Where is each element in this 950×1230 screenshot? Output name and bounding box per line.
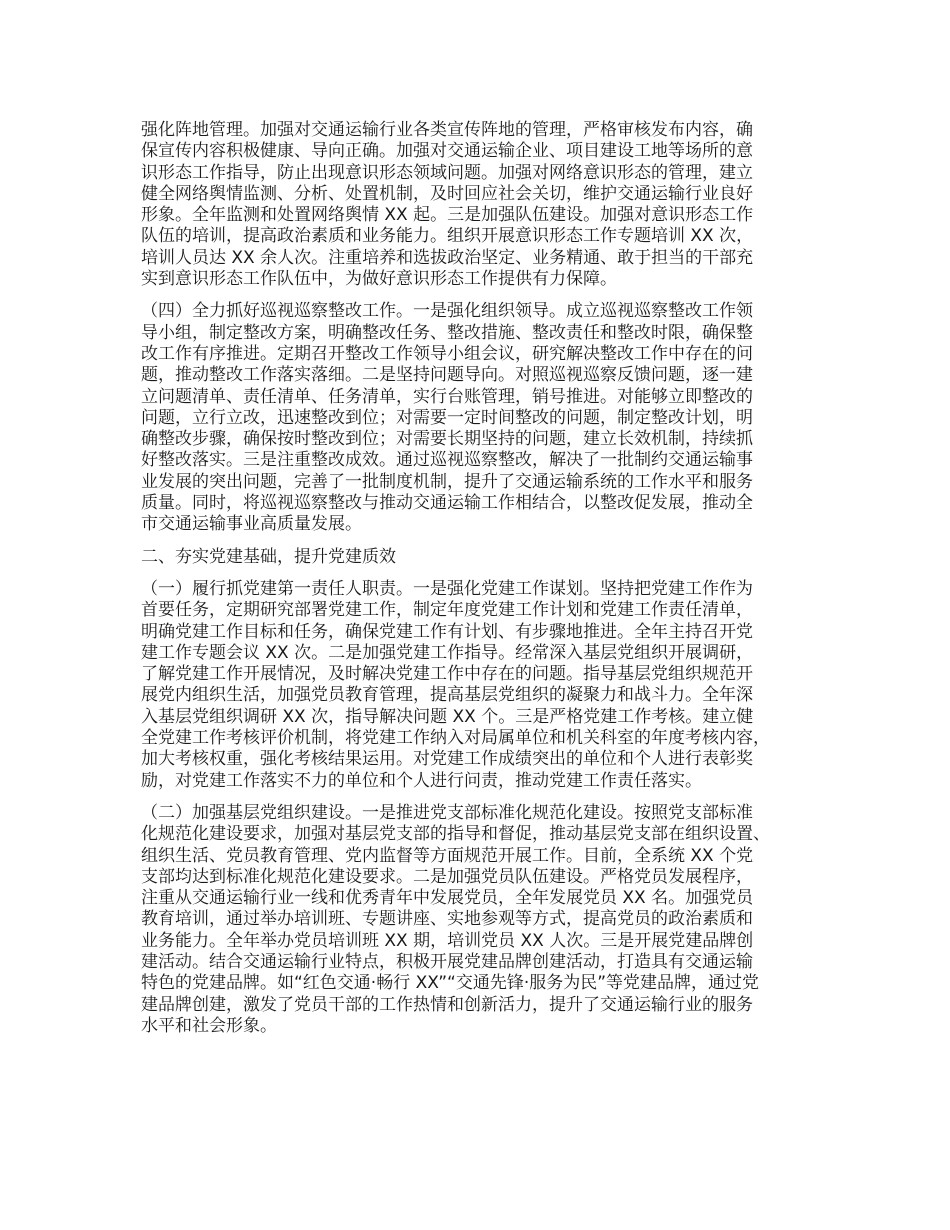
text-line: 题，推动整改工作落实落细。二是坚持问题导向。对照巡视巡察反馈问题，逐一建: [141, 365, 753, 386]
text-line: 确整改步骤，确保按时整改到位；对需要长期坚持的问题，建立长效机制，持续抓: [141, 429, 753, 450]
text-line: 导小组，制定整改方案，明确整改任务、整改措施、整改责任和整改时限，确保整: [141, 322, 753, 343]
text-line: 业务能力。全年举办党员培训班 XX 期，培训党员 XX 人次。三是开展党建品牌创: [141, 930, 754, 951]
text-line: 改工作有序推进。定期召开整改工作领导小组会议，研究解决整改工作中存在的问: [141, 343, 753, 364]
text-line: 市交通运输事业高质量发展。: [141, 514, 362, 535]
text-line: 教育培训，通过举办培训班、专题讲座、实地参观等方式，提高党员的政治素质和: [141, 909, 753, 930]
text-line: 明确党建工作目标和任务，确保党建工作有计划、有步骤地推进。全年主持召开党: [141, 621, 753, 642]
text-line: 水平和社会形象。: [141, 1015, 277, 1036]
text-line: 实到意识形态工作队伍中，为做好意识形态工作提供有力保障。: [141, 269, 617, 290]
text-line: 质量。同时，将巡视巡察整改与推动交通运输工作相结合，以整改促发展，推动全: [141, 493, 753, 514]
text-line: 问题，立行立改，迅速整改到位；对需要一定时间整改的问题，制定整改计划，明: [141, 407, 753, 428]
body-paragraph: [141, 120, 831, 290]
text-line: 保宣传内容积极健康、导向正确。加强对交通运输企业、项目建设工地等场所的意: [141, 141, 753, 162]
text-line: 首要任务，定期研究部署党建工作，制定年度党建工作计划和党建工作责任清单，: [141, 600, 753, 621]
text-line: 励，对党建工作落实不力的单位和个人进行问责，推动党建工作责任落实。: [141, 770, 702, 791]
text-line: 培训人员达 XX 余人次。注重培养和选拔政治坚定、业务精通、敢于担当的干部充: [141, 247, 754, 268]
text-line: 化规范化建设要求，加强对基层党支部的指导和督促，推动基层党支部在组织设置、: [141, 824, 770, 845]
text-line: （四）全力抓好巡视巡察整改工作。一是强化组织领导。成立巡视巡察整改工作领: [141, 301, 753, 322]
text-line: 组织生活、党员教育管理、党内监督等方面规范开展工作。目前，全系统 XX 个党: [141, 845, 754, 866]
document-page: [141, 120, 831, 1048]
text-line: 支部均达到标准化规范化建设要求。二是加强党员队伍建设。严格党员发展程序，: [141, 866, 753, 887]
text-line: 队伍的培训，提高政治素质和业务能力。组织开展意识形态工作专题培训 XX 次，: [141, 226, 754, 247]
text-line: 加大考核权重，强化考核结果运用。对党建工作成绩突出的单位和个人进行表彰奖: [141, 749, 753, 770]
body-paragraph: [141, 579, 831, 792]
text-line: 形象。全年监测和处置网络舆情 XX 起。三是加强队伍建设。加强对意识形态工作: [141, 205, 754, 226]
text-line: 入基层党组织调研 XX 次，指导解决问题 XX 个。三是严格党建工作考核。建立健: [141, 706, 754, 727]
text-line: 好整改落实。三是注重整改成效。通过巡视巡察整改，解决了一批制约交通运输事: [141, 450, 753, 471]
text-line: 特色的党建品牌。如“红色交通·畅行 XX”“交通先锋·服务为民”等党建品牌，通过党: [141, 973, 760, 994]
text-line: 健全网络舆情监测、分析、处置机制，及时回应社会关切，维护交通运输行业良好: [141, 183, 753, 204]
text-line: 建工作专题会议 XX 次。二是加强党建工作指导。经常深入基层党组织开展调研，: [141, 642, 754, 663]
text-line: 二、夯实党建基础，提升党建质效: [141, 546, 396, 567]
text-line: （二）加强基层党组织建设。一是推进党支部标准化规范化建设。按照党支部标准: [141, 802, 753, 823]
section-heading: [141, 547, 831, 568]
text-line: 立问题清单、责任清单、任务清单，实行台账管理，销号推进。对能够立即整改的: [141, 386, 753, 407]
text-line: 识形态工作指导，防止出现意识形态领域问题。加强对网络意识形态的管理，建立: [141, 162, 753, 183]
text-line: 业发展的突出问题，完善了一批制度机制，提升了交通运输系统的工作水平和服务: [141, 471, 753, 492]
text-line: 强化阵地管理。加强对交通运输行业各类宣传阵地的管理，严格审核发布内容，确: [141, 120, 753, 140]
text-line: 注重从交通运输行业一线和优秀青年中发展党员，全年发展党员 XX 名。加强党员: [141, 888, 754, 909]
text-line: 全党建工作考核评价机制，将党建工作纳入对局属单位和机关科室的年度考核内容，: [141, 728, 770, 749]
body-paragraph: [141, 301, 831, 535]
text-line: （一）履行抓党建第一责任人职责。一是强化党建工作谋划。坚持把党建工作作为: [141, 578, 753, 599]
text-line: 建活动。结合交通运输行业特点，积极开展党建品牌创建活动，打造具有交通运输: [141, 951, 753, 972]
body-paragraph: [141, 803, 831, 1037]
text-line: 展党内组织生活，加强党员教育管理，提高基层党组织的凝聚力和战斗力。全年深: [141, 685, 753, 706]
text-line: 建品牌创建，激发了党员干部的工作热情和创新活力，提升了交通运输行业的服务: [141, 994, 753, 1015]
text-line: 了解党建工作开展情况，及时解决党建工作中存在的问题。指导基层党组织规范开: [141, 664, 753, 685]
